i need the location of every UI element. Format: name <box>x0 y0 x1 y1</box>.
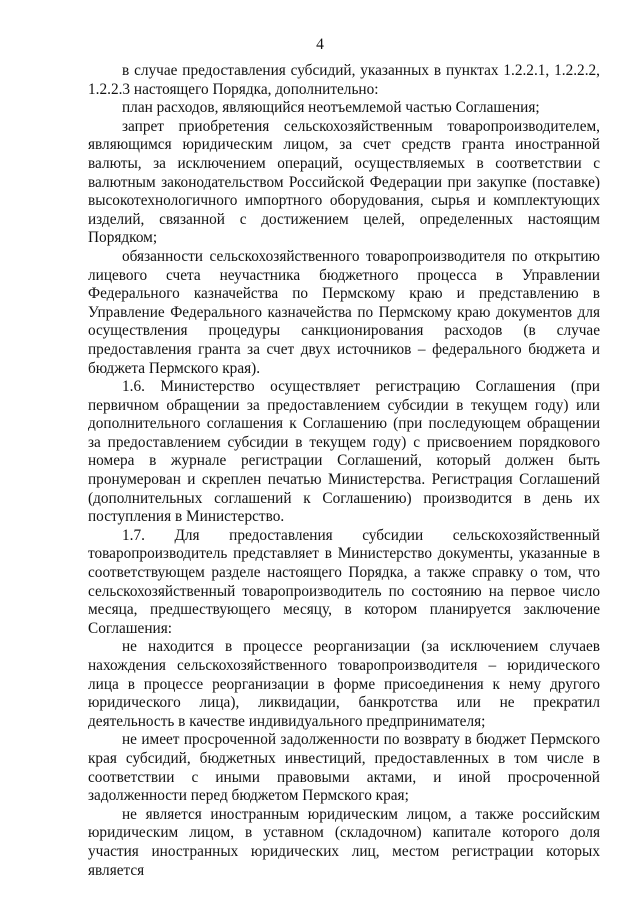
paragraph-no-reorganization: не находится в процессе реорганизации (за исключением случаев нахождения сельскохозяйственного товаропроизводителя – юридического лица в процессе реорганизации в форме присоединения к нему другого юридического лица), ликвидации, банкротства или не прекратил деятельность в качестве индивидуального предпринимателя; <box>88 638 600 730</box>
paragraph-currency-ban: запрет приобретения сельскохозяйственным товаропроизводителем, являющимся юридическим лицом, за счет средств гранта иностранной валюты, за исключением операций, осуществляемых в соответствии с валютным законодательством Российской Федерации при закупке (поставке) высокотехнологичного импортного оборудования, сырья и комплектующих изделий, связанной с достижением целей, определенных настоящим Порядком; <box>88 117 600 247</box>
document-body <box>88 62 600 880</box>
paragraph-no-debt: не имеет просроченной задолженности по возврату в бюджет Пермского края субсидий, бюджетных инвестиций, предоставленных в том числе в соответствии с иными правовыми актами, и иной просроченной задолженности перед бюджетом Пермского края; <box>88 731 600 805</box>
paragraph-not-foreign-entity: не является иностранным юридическим лицом, а также российским юридическим лицом, в уставном (складочном) капитале которого доля участия иностранных юридических лиц, местом регистрации которых является <box>88 805 600 879</box>
paragraph-1-7-documents: 1.7. Для предоставления субсидии сельскохозяйственный товаропроизводитель представляет в Министерство документы, указанные в соответствующем разделе настоящего Порядка, а также справку о том, что сельскохозяйственный товаропроизводитель по состоянию на первое число месяца, предшествующего месяцу, в котором планируется заключение Соглашения: <box>88 526 600 637</box>
paragraph-1-6-registration: 1.6. Министерство осуществляет регистрацию Соглашения (при первичном обращении за предоставлением субсидии в текущем году) или дополнительного соглашения к Соглашению (при последующем обращении за предоставлением субсидии в текущем году) с присвоением порядкового номера в журнале регистрации Соглашений, который должен быть пронумерован и скреплен печатью Министерства. Регистрация Соглашений (дополнительных соглашений к Соглашению) производится в день их поступления в Министерство. <box>88 378 600 526</box>
page-number: 4 <box>316 36 324 53</box>
paragraph-expense-plan: план расходов, являющийся неотъемлемой частью Соглашения; <box>122 99 540 117</box>
paragraph-subsidy-case: в случае предоставления субсидий, указанных в пунктах 1.2.2.1, 1.2.2.2, 1.2.2.3 настоящего Порядка, дополнительно: <box>88 62 600 98</box>
paragraph-treasury-account: обязанности сельскохозяйственного товаропроизводителя по открытию лицевого счета неучастника бюджетного процесса в Управлении Федерального казначейства по Пермскому краю и представлению в Управление Федерального казначейства по Пермскому краю документов для осуществления процедуры санкционирования расходов (в случае предоставления гранта за счет двух источников – федерального бюджета и бюджета Пермского края). <box>88 247 600 377</box>
